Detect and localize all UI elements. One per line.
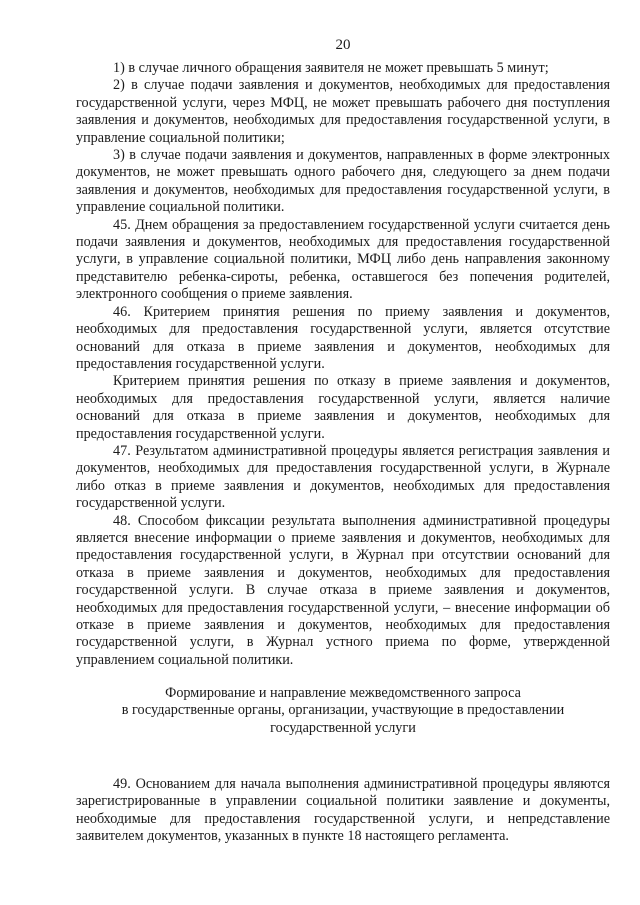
body-text xyxy=(76,60,610,669)
paragraph-49: 49. Основанием для начала выполнения административной процедуры являются зарегистрированные в управлении социальной политики заявление и документы, необходимые для предоставления государственной услуги, и непредставление заявителем документов, указанных в пункте 18 настоящего регламента. xyxy=(76,776,610,845)
paragraph-item-1: 1) в случае личного обращения заявителя не может превышать 5 минут; xyxy=(113,60,549,76)
section-heading-line-3: государственной услуги xyxy=(270,719,416,736)
paragraph-47: 47. Результатом административной процедуры является регистрация заявления и документов, необходимых для предоставления государственной услуги, в Журнале либо отказ в приеме заявления и документов, необходимых для предоставления государственной услуги. xyxy=(76,442,610,512)
paragraph-item-3: 3) в случае подачи заявления и документов, направленных в форме электронных документов, не может превышать одного рабочего дня, следующего за днем подачи заявления и документов, необходимых для предоставления государственной услуги, в управление социальной политики. xyxy=(76,147,610,216)
paragraph-46-refusal: Критерием принятия решения по отказу в приеме заявления и документов, необходимых для предоставления государственной услуги, является наличие оснований для отказа в приеме заявления и документов, необходимых для предоставления государственной услуги. xyxy=(76,373,610,442)
paragraph-item-2: 2) в случае подачи заявления и документов, необходимых для предоставления государственной услуги, через МФЦ, не может превышать рабочего дня поступления заявления и документов, необходимых для предоставления государственной услуги, в управление социальной политики; xyxy=(76,77,610,146)
section-heading xyxy=(76,685,610,737)
section-heading-line-2: в государственные органы, организации, участвующие в предоставлении xyxy=(121,702,565,719)
section-heading-line-1: Формирование и направление межведомственного запроса xyxy=(165,685,521,701)
paragraph-48: 48. Способом фиксации результата выполнения административной процедуры является внесение информации о приеме заявления и документов, необходимых для предоставления государственной услуги, в Журнал при отсутствии оснований для отказа в приеме заявления и документов, необходимых для предоставления государственной услуги. В случае отказа в приеме заявления и документов, необходимых для предоставления государственной услуги, – внесение информации об отказе в приеме заявления и документов, необходимых для предоставления государственной услуги, в Журнал устного приема по форме, утвержденной управлением социальной политики. xyxy=(76,512,610,668)
page-number: 20 xyxy=(335,37,351,53)
tail-text xyxy=(76,776,610,846)
paragraph-46: 46. Критерием принятия решения по приему заявления и документов, необходимых для предоставления государственной услуги, является отсутствие оснований для отказа в приеме заявления и документов, необходимых для предоставления государственной услуги. xyxy=(76,303,610,372)
paragraph-45: 45. Днем обращения за предоставлением государственной услуги считается день подачи заявления и документов, необходимых для предоставления государственной услуги, в управление социальной политики, МФЦ либо день направления законному представителю ребенка-сироты, ребенка, оставшегося без попечения родителей, электронного сообщения о приеме заявления. xyxy=(76,216,610,303)
